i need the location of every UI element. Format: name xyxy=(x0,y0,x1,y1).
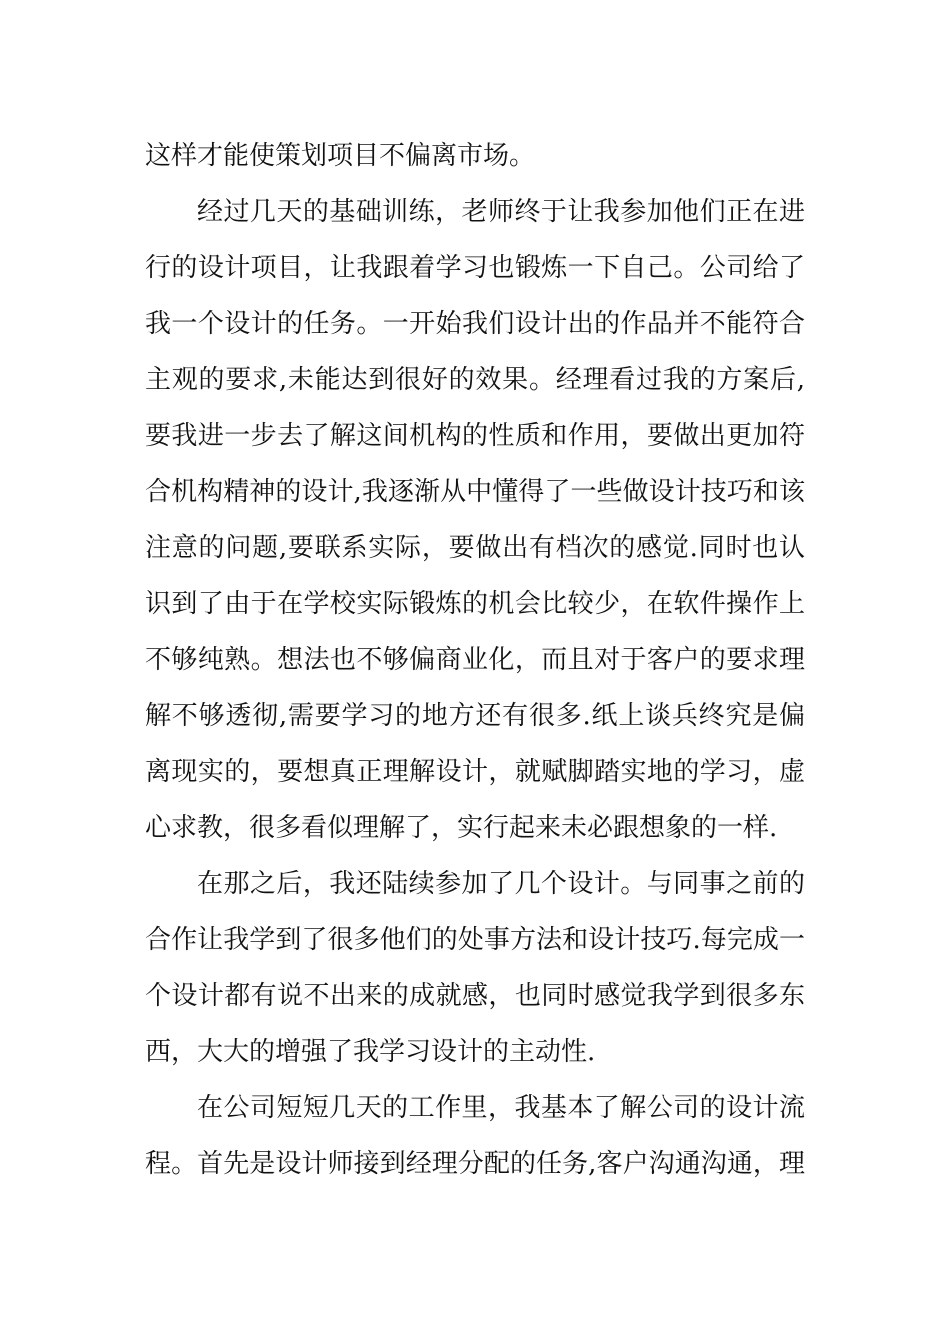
text-line: 经过几天的基础训练，老师终于让我参加他们正在进 xyxy=(197,197,805,227)
text-line: 程。首先是设计师接到经理分配的任务,客户沟通沟通，理 xyxy=(145,1149,805,1179)
text-line: 在公司短短几天的工作里，我基本了解公司的设计流 xyxy=(197,1093,805,1123)
text-line: 个设计都有说不出来的成就感，也同时感觉我学到很多东 xyxy=(145,981,805,1011)
text-line: 识到了由于在学校实际锻炼的机会比较少，在软件操作上 xyxy=(145,589,805,619)
text-line: 合机构精神的设计,我逐渐从中懂得了一些做设计技巧和该 xyxy=(145,477,805,507)
text-line: 解不够透彻,需要学习的地方还有很多.纸上谈兵终究是偏 xyxy=(145,701,805,731)
text-line: 西，大大的增强了我学习设计的主动性. xyxy=(145,1037,596,1067)
text-line: 离现实的，要想真正理解设计，就赋脚踏实地的学习，虚 xyxy=(145,757,805,787)
text-line: 要我进一步去了解这间机构的性质和作用，要做出更加符 xyxy=(145,421,805,451)
text-line: 这样才能使策划项目不偏离市场。 xyxy=(145,141,536,171)
text-line: 在那之后，我还陆续参加了几个设计。与同事之前的 xyxy=(197,869,805,899)
text-line: 心求教，很多看似理解了，实行起来未必跟想象的一样. xyxy=(145,813,778,843)
text-line: 我一个设计的任务。一开始我们设计出的作品并不能符合 xyxy=(145,309,805,339)
text-line: 不够纯熟。想法也不够偏商业化，而且对于客户的要求理 xyxy=(145,645,805,675)
text-line: 合作让我学到了很多他们的处事方法和设计技巧.每完成一 xyxy=(145,925,805,955)
text-line: 注意的问题,要联系实际，要做出有档次的感觉.同时也认 xyxy=(145,533,805,563)
text-line: 主观的要求,未能达到很好的效果。经理看过我的方案后, xyxy=(145,365,805,395)
text-line: 行的设计项目，让我跟着学习也锻炼一下自己。公司给了 xyxy=(145,253,805,283)
body-text xyxy=(145,128,805,1192)
